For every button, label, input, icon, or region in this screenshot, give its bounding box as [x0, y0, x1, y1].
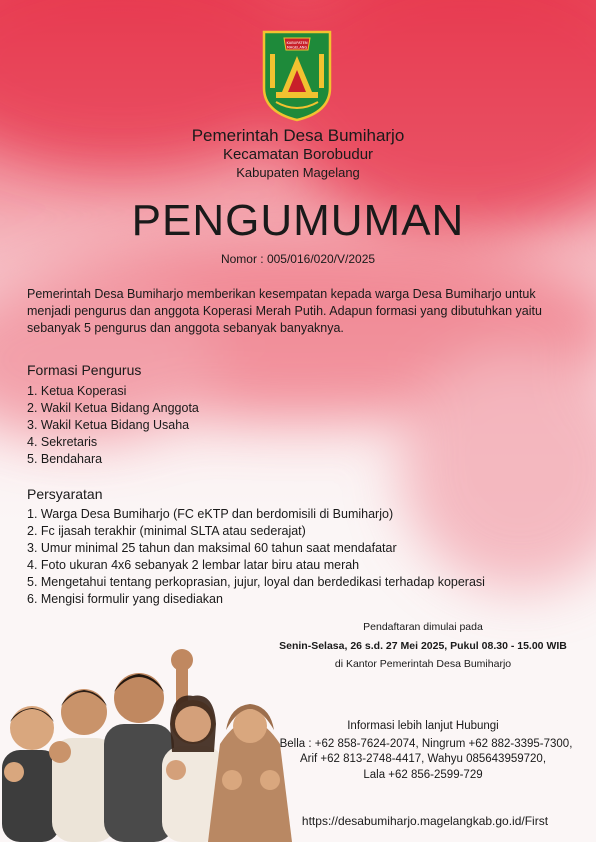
formasi-list [27, 383, 199, 468]
org-name-kabupaten: Kabupaten Magelang [236, 165, 360, 180]
list-item: 4. Sekretaris [27, 435, 98, 449]
registration-location: di Kantor Pemerintah Desa Bumiharjo [334, 658, 512, 670]
list-item: 5. Bendahara [27, 452, 103, 466]
list-item: 3. Umur minimal 25 tahun dan maksimal 60 tahun saat mendafatar [27, 541, 397, 555]
document-number: Nomor : 005/016/020/V/2025 [220, 252, 376, 266]
website-link[interactable]: https://desabumiharjo.magelangkab.go.id/First [301, 814, 549, 828]
intro-paragraph: Pemerintah Desa Bumiharjo memberikan kesempatan kepada warga Desa Bumiharjo untuk menjadi pengurus dan anggota Koperasi Merah Putih. Adapun formasi yang dibutuhkan yaitu sebanyak 5 pengurus dan anggota sebanyak banyaknya. [27, 287, 542, 335]
svg-text:KABUPATEN: KABUPATEN [286, 41, 308, 45]
persyaratan-list [27, 506, 485, 608]
list-item: 1. Warga Desa Bumiharjo (FC eKTP dan berdomisili di Bumiharjo) [27, 507, 394, 521]
illustration-cheering-people [0, 640, 300, 842]
list-item: 6. Mengisi formulir yang disediakan [27, 592, 223, 606]
kabupaten-magelang-emblem [262, 30, 332, 122]
list-item: 2. Wakil Ketua Bidang Anggota [27, 401, 199, 415]
formasi-heading: Formasi Pengurus [27, 362, 142, 378]
contact-line: Bella : +62 858-7624-2074, Ningrum +62 882-3395-7300, [279, 738, 573, 750]
registration-intro: Pendaftaran dimulai pada [363, 621, 483, 633]
list-item: 5. Mengetahui tentang perkoprasian, jujur, loyal dan berdedikasi terhadap koperasi [27, 575, 485, 589]
list-item: 4. Foto ukuran 4x6 sebanyak 2 lembar latar biru atau merah [27, 558, 360, 572]
contact-heading: Informasi lebih lanjut Hubungi [347, 720, 499, 732]
svg-text:MAGELANG: MAGELANG [286, 45, 308, 50]
persyaratan-heading: Persyaratan [27, 486, 103, 502]
page-title: PENGUMUMAN [131, 196, 465, 245]
list-item: 3. Wakil Ketua Bidang Usaha [27, 418, 190, 432]
registration-schedule: Senin-Selasa, 26 s.d. 27 Mei 2025, Pukul 08.30 - 15.00 WIB [279, 640, 567, 652]
list-item: 2. Fc ijasah terakhir (minimal SLTA atau sederajat) [27, 524, 306, 538]
contact-line: Lala +62 856-2599-729 [363, 769, 483, 781]
list-item: 1. Ketua Koperasi [27, 384, 127, 398]
contact-line: Arif +62 813-2748-4417, Wahyu 085643959720, [299, 753, 547, 765]
org-name-kecamatan: Kecamatan Borobudur [222, 146, 374, 163]
org-name-desa: Pemerintah Desa Bumiharjo [191, 126, 405, 145]
